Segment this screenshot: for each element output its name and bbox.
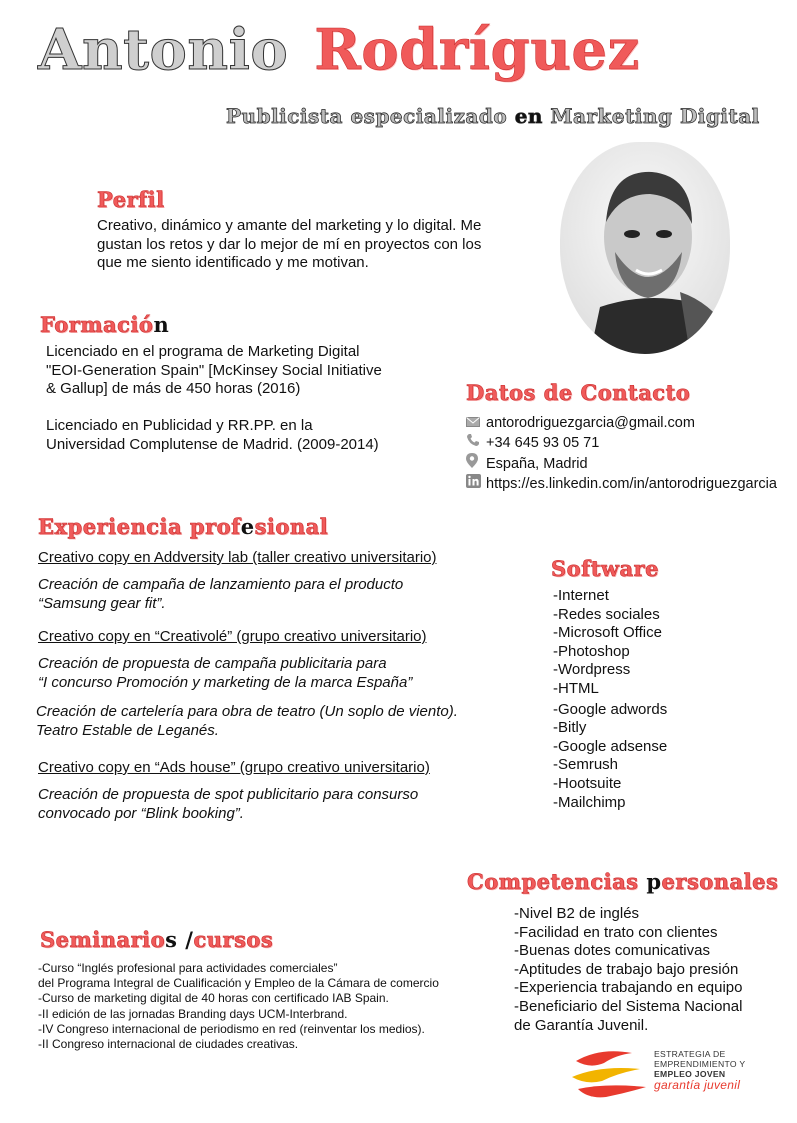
job-item-line: Creación de propuesta de campaña publicitaria para [38, 655, 387, 672]
logo-line: garantía juvenil [654, 1078, 741, 1092]
software-list [553, 587, 667, 812]
job-item-line: convocado por “Blink booking”. [38, 804, 244, 822]
job-item [38, 655, 412, 692]
formacion-entry-2 [46, 417, 426, 454]
software-item: -Mailchimp [553, 793, 626, 811]
linkedin-icon [466, 474, 486, 494]
seminario-item: -Curso de marketing digital de 40 horas con certificado IAB Spain. [38, 991, 389, 1006]
location-pin-icon [466, 453, 486, 474]
job-role: Creativo copy en “Ads house” (grupo creativo universitario) [38, 759, 430, 776]
seminarios-title-part: cursos [193, 927, 274, 952]
phone-icon [466, 433, 486, 453]
competencias-title-part: Competencias [467, 869, 647, 894]
formacion-title-last: n [153, 312, 170, 337]
competencia-item: -Experiencia trabajando en equipo [514, 979, 743, 997]
contact-location-row [466, 453, 777, 474]
contact-phone[interactable]: +34 645 93 05 71 [486, 435, 600, 451]
contact-location: España, Madrid [486, 456, 588, 472]
contacto-title: Datos de Contacto [466, 380, 691, 405]
seminario-item: -IV Congreso internacional de periodismo en red (reinventar los medios). [38, 1021, 425, 1036]
profile-photo [560, 142, 730, 354]
software-item: -Google adsense [553, 737, 668, 755]
formacion-entry-1 [46, 343, 426, 399]
job-subtitle [226, 104, 760, 128]
logo-line: ESTRATEGIA DE [654, 1049, 726, 1059]
software-item: -Internet [553, 587, 609, 604]
software-item: -HTML [553, 679, 599, 697]
job-item-line: Creación de campaña de lanzamiento para el producto [38, 576, 404, 593]
name-heading [38, 18, 640, 82]
formacion-line: Licenciado en Publicidad y RR.PP. en la [46, 417, 313, 434]
job-item [38, 576, 403, 613]
job-item-line: Creación de cartelería para obra de teatro (Un soplo de viento). [36, 703, 458, 720]
seminarios-title [40, 927, 273, 952]
subtitle-part-2: en [514, 104, 543, 128]
seminarios-title-part: Seminario [40, 927, 166, 952]
experiencia-title [38, 514, 328, 539]
experiencia-title-part: Experiencia prof [38, 514, 241, 539]
competencia-item: -Facilidad en trato con clientes [514, 923, 718, 941]
contact-linkedin-row [466, 474, 777, 494]
subtitle-part-1: Publicista especializado [226, 104, 515, 128]
competencia-item: -Beneficiario del Sistema Nacional [514, 997, 743, 1015]
competencia-item: -Aptitudes de trabajo bajo presión [514, 960, 739, 978]
formacion-line: Universidad Complutense de Madrid. (2009-2014) [46, 435, 379, 453]
contact-linkedin[interactable]: https://es.linkedin.com/in/antorodriguezgarcia [486, 476, 777, 492]
job-item [38, 786, 418, 823]
software-item: -Photoshop [553, 642, 630, 660]
logo-line: EMPRENDIMIENTO Y [654, 1059, 746, 1069]
contact-list [466, 413, 777, 494]
garantia-juvenil-mark-icon [570, 1043, 648, 1099]
competencias-title-part: ersonales [661, 869, 779, 894]
software-item: -Bitly [553, 719, 587, 737]
competencia-item: -Buenas dotes comunicativas [514, 942, 710, 960]
job-item-line: “Samsung gear fit”. [38, 594, 166, 612]
software-item: -Wordpress [553, 661, 631, 679]
software-item: -Microsoft Office [553, 624, 662, 642]
software-item: -Hootsuite [553, 774, 622, 792]
job-item [36, 703, 458, 740]
formacion-title-part: Formació [40, 312, 154, 337]
software-item: -Redes sociales [553, 605, 660, 623]
competencias-list [514, 905, 743, 1035]
experiencia-title-part: sional [254, 514, 329, 539]
seminarios-list [38, 961, 439, 1052]
formacion-title [40, 312, 169, 337]
competencia-item: -Nivel B2 de inglés [514, 905, 640, 922]
perfil-line: Creativo, dinámico y amante del marketing y lo digital. Me [97, 217, 482, 234]
job-item-line: Teatro Estable de Leganés. [36, 721, 219, 739]
seminario-item: del Programa Integral de Cualificación y Empleo de la Cámara de comercio [38, 976, 439, 991]
contact-phone-row [466, 433, 777, 453]
software-item: -Semrush [553, 756, 619, 774]
logo-line: EMPLEO JOVEN [654, 1069, 726, 1079]
seminario-item: -Curso “Inglés profesional para actividades comerciales” [38, 961, 338, 975]
competencias-title-part: p [646, 869, 662, 894]
last-name: Rodríguez [314, 17, 640, 83]
seminario-item: -II edición de las jornadas Branding days UCM-Interbrand. [38, 1006, 348, 1021]
perfil-text [97, 217, 527, 273]
formacion-line: & Gallup] de más de 450 horas (2016) [46, 380, 301, 397]
job-role: Creativo copy en “Creativolé” (grupo creativo universitario) [38, 628, 427, 645]
job-item-line: Creación de propuesta de spot publicitario para consurso [38, 786, 419, 803]
contact-email[interactable]: antorodriguezgarcia@gmail.com [486, 415, 695, 431]
seminarios-title-part: s / [165, 927, 194, 952]
first-name: Antonio [38, 17, 289, 83]
subtitle-part-3: Marketing Digital [542, 104, 760, 128]
perfil-title: Perfil [97, 187, 165, 212]
competencias-title [467, 869, 778, 894]
competencia-item: de Garantía Juvenil. [514, 1016, 649, 1034]
garantia-juvenil-logo [570, 1043, 770, 1101]
seminario-item: -II Congreso internacional de ciudades creativas. [38, 1037, 299, 1052]
software-title: Software [551, 556, 660, 581]
formacion-line: Licenciado en el programa de Marketing Digital [46, 343, 360, 360]
perfil-line: que me siento identificado y me motivan. [97, 254, 369, 271]
experiencia-title-part: e [240, 514, 255, 539]
software-item: -Google adwords [553, 700, 668, 718]
formacion-line: "EOI-Generation Spain" [McKinsey Social Initiative [46, 361, 382, 379]
job-role: Creativo copy en Addversity lab (taller creativo universitario) [38, 549, 437, 566]
contact-email-row [466, 413, 777, 433]
perfil-line: gustan los retos y dar lo mejor de mí en proyectos con los [97, 235, 482, 253]
job-item-line: “I concurso Promoción y marketing de la marca España” [38, 673, 413, 691]
envelope-icon [466, 413, 486, 433]
